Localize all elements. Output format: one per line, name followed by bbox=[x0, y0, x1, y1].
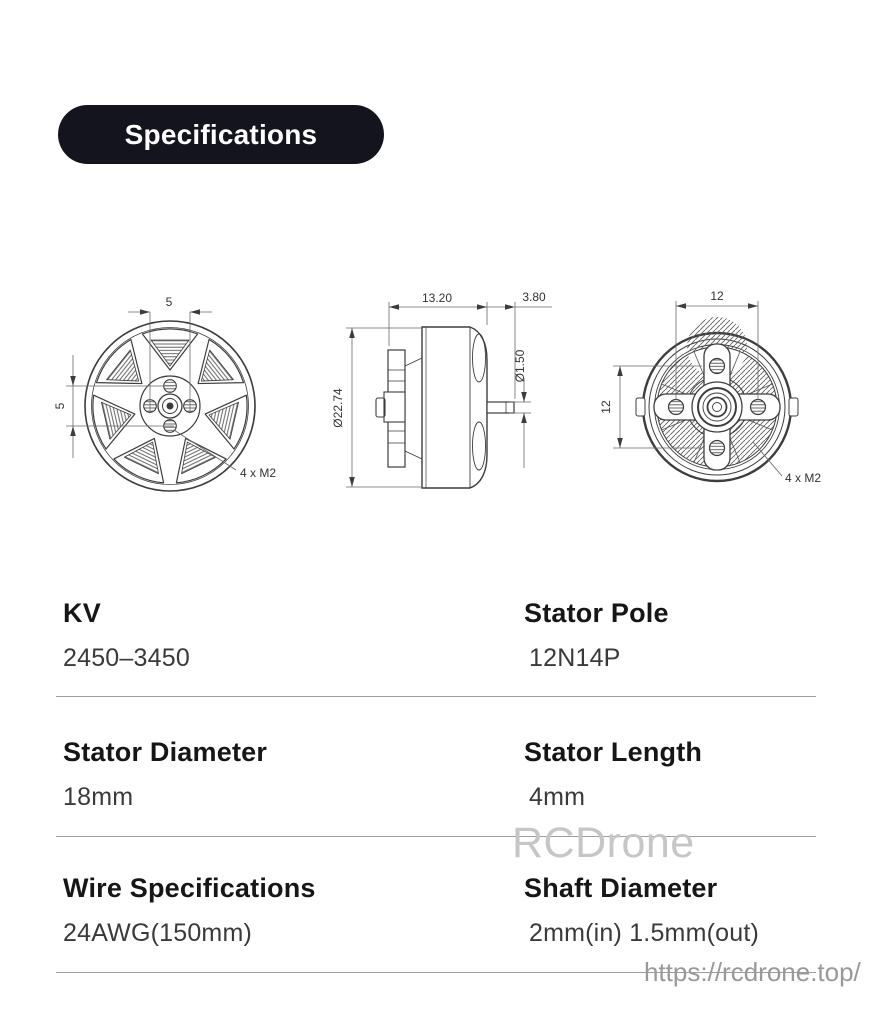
spec-cell-stator-length bbox=[524, 737, 702, 811]
spec-cell-stator-pole bbox=[524, 598, 669, 672]
spec-label: Stator Pole bbox=[524, 598, 669, 628]
specifications-badge bbox=[58, 105, 384, 164]
spec-value: 18mm bbox=[63, 783, 134, 811]
spec-value: 4mm bbox=[529, 783, 586, 811]
motor-technical-drawings bbox=[0, 270, 872, 520]
spec-cell-shaft-diameter bbox=[524, 873, 759, 947]
divider bbox=[56, 836, 816, 837]
side-dim-body-width: 13.20 bbox=[421, 291, 453, 305]
spec-value: 24AWG(150mm) bbox=[63, 919, 253, 947]
spec-label: KV bbox=[63, 598, 101, 628]
mount-hole bbox=[669, 400, 684, 415]
rear-view-drawing bbox=[599, 289, 821, 485]
front-dim-top: 5 bbox=[165, 295, 173, 309]
rear-dim-top: 12 bbox=[710, 289, 724, 303]
spec-label: Stator Diameter bbox=[63, 737, 268, 767]
spec-label: Stator Length bbox=[524, 737, 703, 767]
side-dim-shaft-diameter: Ø1.50 bbox=[513, 349, 527, 383]
front-dim-left: 5 bbox=[53, 402, 67, 410]
side-dim-shaft-length: 3.80 bbox=[522, 290, 546, 304]
spec-value: 12N14P bbox=[529, 644, 621, 672]
footer-url[interactable]: https://rcdrone.top/ bbox=[644, 957, 861, 987]
mount-hole bbox=[710, 359, 725, 374]
spec-value: 2450–3450 bbox=[63, 644, 190, 672]
divider bbox=[56, 696, 816, 697]
rear-leader-label: 4 x M2 bbox=[785, 471, 822, 485]
front-view-drawing bbox=[53, 295, 276, 491]
spec-label: Wire Specifications bbox=[63, 873, 316, 903]
spec-cell-kv bbox=[63, 598, 190, 672]
mount-hole bbox=[710, 441, 725, 456]
specifications-badge-label: Specifications bbox=[124, 118, 318, 150]
spec-cell-wire-specifications bbox=[63, 873, 316, 947]
motor-shaft bbox=[487, 402, 514, 413]
rear-dim-left: 12 bbox=[599, 400, 613, 414]
side-view-drawing bbox=[331, 290, 552, 488]
spec-cell-stator-diameter bbox=[63, 737, 267, 811]
side-dim-body-diameter: Ø22.74 bbox=[331, 388, 345, 428]
mount-hole bbox=[751, 400, 766, 415]
watermark: RCDrone bbox=[512, 819, 695, 867]
front-leader-label: 4 x M2 bbox=[240, 466, 277, 480]
spec-label: Shaft Diameter bbox=[524, 873, 718, 903]
spec-value: 2mm(in) 1.5mm(out) bbox=[529, 919, 760, 947]
